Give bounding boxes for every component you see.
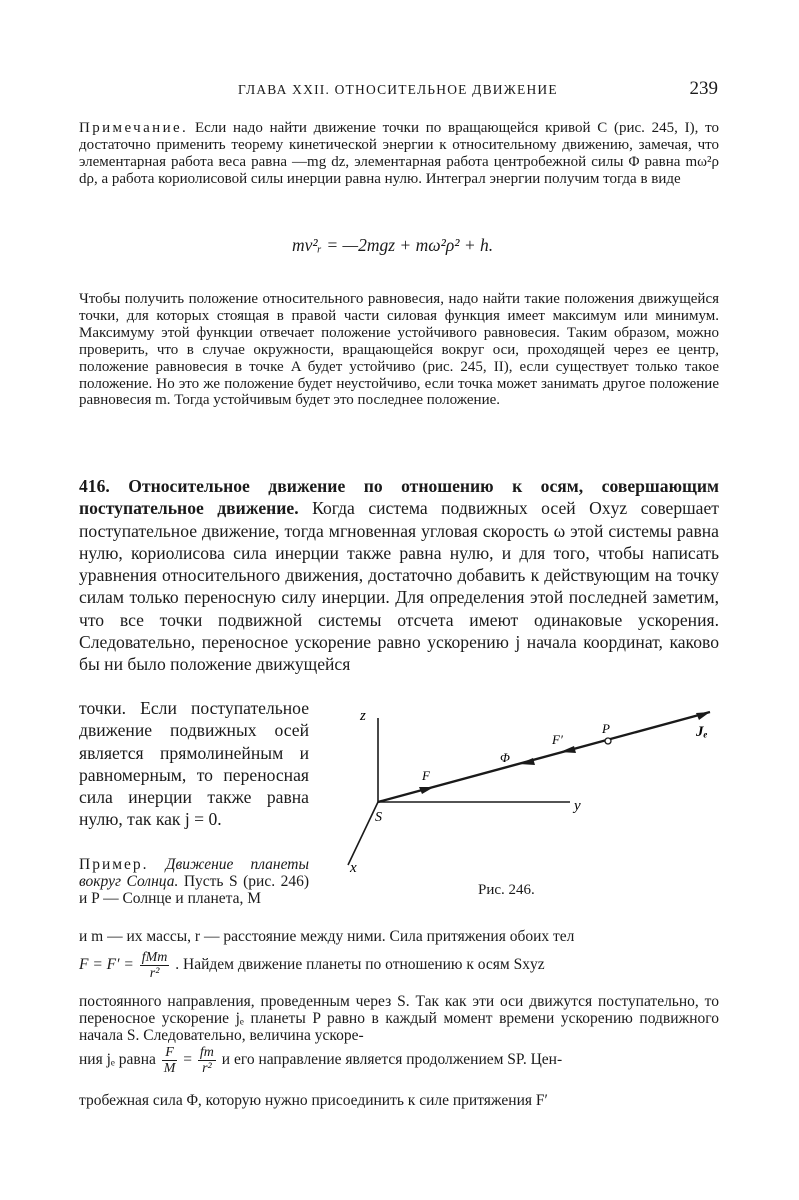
y-label: y [574, 798, 581, 814]
phi-arrowhead [519, 758, 535, 765]
formula3-num2: fm [199, 1045, 214, 1060]
f-label: F [422, 768, 430, 783]
je-arrowhead [696, 712, 710, 720]
example-title: Движение планеты вокруг Солнца. [79, 856, 309, 890]
note-text: Если надо найти движение точки по вращающейся кривой C (рис. 245, I), то достаточно применить теорему кинетической энергии к относительному движению, замечая, что элементарная работа веса равна —mg dz, элементарная работа центробежной силы Φ равна mω²ρ dρ, а работа кориолисовой силы инерции равна нулю. Интеграл энергии получим тогда в виде [79, 120, 719, 187]
formula3-fraction-2 [198, 1045, 216, 1076]
figure-diagram [330, 700, 730, 910]
phi-label: Φ [500, 750, 510, 765]
section-416 [79, 475, 719, 676]
formula2-fraction [140, 950, 170, 981]
je-label: Jₑ [696, 724, 708, 740]
formula2-denominator: r² [149, 966, 160, 981]
planet-point [605, 738, 611, 744]
formula2-numerator: fMm [141, 950, 168, 965]
x-axis [348, 802, 378, 865]
formula3-fraction-1 [162, 1045, 178, 1076]
section-number: 416. [79, 476, 110, 496]
figure-246 [330, 700, 730, 910]
z-label: z [360, 708, 366, 724]
note-lead: Примечание. [79, 120, 189, 136]
example-paragraph [79, 856, 309, 907]
last-line: тробежная сила Φ, которую нужно присоединить к силе притяжения F′ [79, 1092, 548, 1109]
translation-paragraph: постоянного направления, проведенным через S. Так как эти оси движутся поступательно, то переносное ускорение jₑ планеты P равно в каждый момент времени ускорению подвижного начала S. Следовательно, величина ускоре- [79, 993, 719, 1044]
after-example-line: и m — их массы, r — расстояние между ними. Сила притяжения обоих тел [79, 928, 575, 945]
formula3-den2: r² [202, 1061, 212, 1076]
formula3-den1: M [163, 1061, 176, 1076]
formula2-lhs: F = F′ = [79, 956, 134, 974]
formula3-text: и его направление является продолжением SP. Цен- [221, 1051, 563, 1069]
figure-caption: Рис. 246. [478, 882, 535, 898]
energy-equation: mv²ᵣ = —2mgz + mω²ρ² + h. [292, 235, 494, 255]
example-text: Пусть S (рис. 246) и P — Солнце и планета, M [79, 873, 309, 907]
formula2-text: . Найдем движение планеты по отношению к осям Sxyz [175, 956, 545, 974]
note-paragraph [79, 120, 719, 188]
acceleration-formula-line [79, 1045, 719, 1089]
page-number: 239 [689, 78, 718, 99]
s-label: S [375, 810, 382, 825]
fprime-arrowhead [560, 746, 576, 753]
section-continued: точки. Если поступательное движение подвижных осей является прямолинейным и равномерным, то переносная сила инерции также равна нулю, так как j = 0. [79, 698, 309, 830]
gravity-formula-line [79, 950, 719, 990]
p-label: P [602, 721, 610, 736]
formula3-eq: = [183, 1051, 193, 1069]
x-label: x [350, 860, 357, 876]
f-arrowhead [419, 787, 434, 794]
chapter-title: ГЛАВА XXII. ОТНОСИТЕЛЬНОЕ ДВИЖЕНИЕ [238, 82, 558, 97]
example-lead: Пример. [79, 856, 149, 873]
equilibrium-paragraph: Чтобы получить положение относительного равновесия, надо найти такие положения движущейся точки, для которых стоящая в правой части силовая функция имеет максимум или минимум. Максимуму этой функции отвечает положение устойчивого равновесия. Таким образом, можно проверить, что в случае окружности, вращающейся вокруг оси, проходящей через ее центр, положение равновесия в точке A будет устойчиво (рис. 245, II), если существует только такое положение. Но это же положение будет неустойчиво, если точка может занимать другое положение равновесия m. Тогда устойчивым будет это последнее положение. [79, 291, 719, 409]
section-heading: Относительное движение по отношению к осям, совершающим поступательное движение. [79, 476, 719, 519]
formula3-prefix: ния jₑ равна [79, 1051, 156, 1069]
formula3-num1: F [162, 1045, 178, 1061]
page-header [78, 78, 718, 102]
fprime-label: F′ [552, 732, 563, 747]
section-text: Когда система подвижных осей Oxyz совершает поступательное движение, тогда мгновенная угловая скорость ω этой системы равна нулю, кориолисова сила инерции также равна нулю, и для того, чтобы написать уравнения относительного движения, достаточно добавить к действующим на точку силам только переносную силу инерции. Для определения этой последней заметим, что все точки подвижной системы отсчета имеют одинаковые ускорения. Следовательно, переносное ускорение равно ускорению j начала координат, каково бы ни было положение движущейся [79, 498, 719, 675]
